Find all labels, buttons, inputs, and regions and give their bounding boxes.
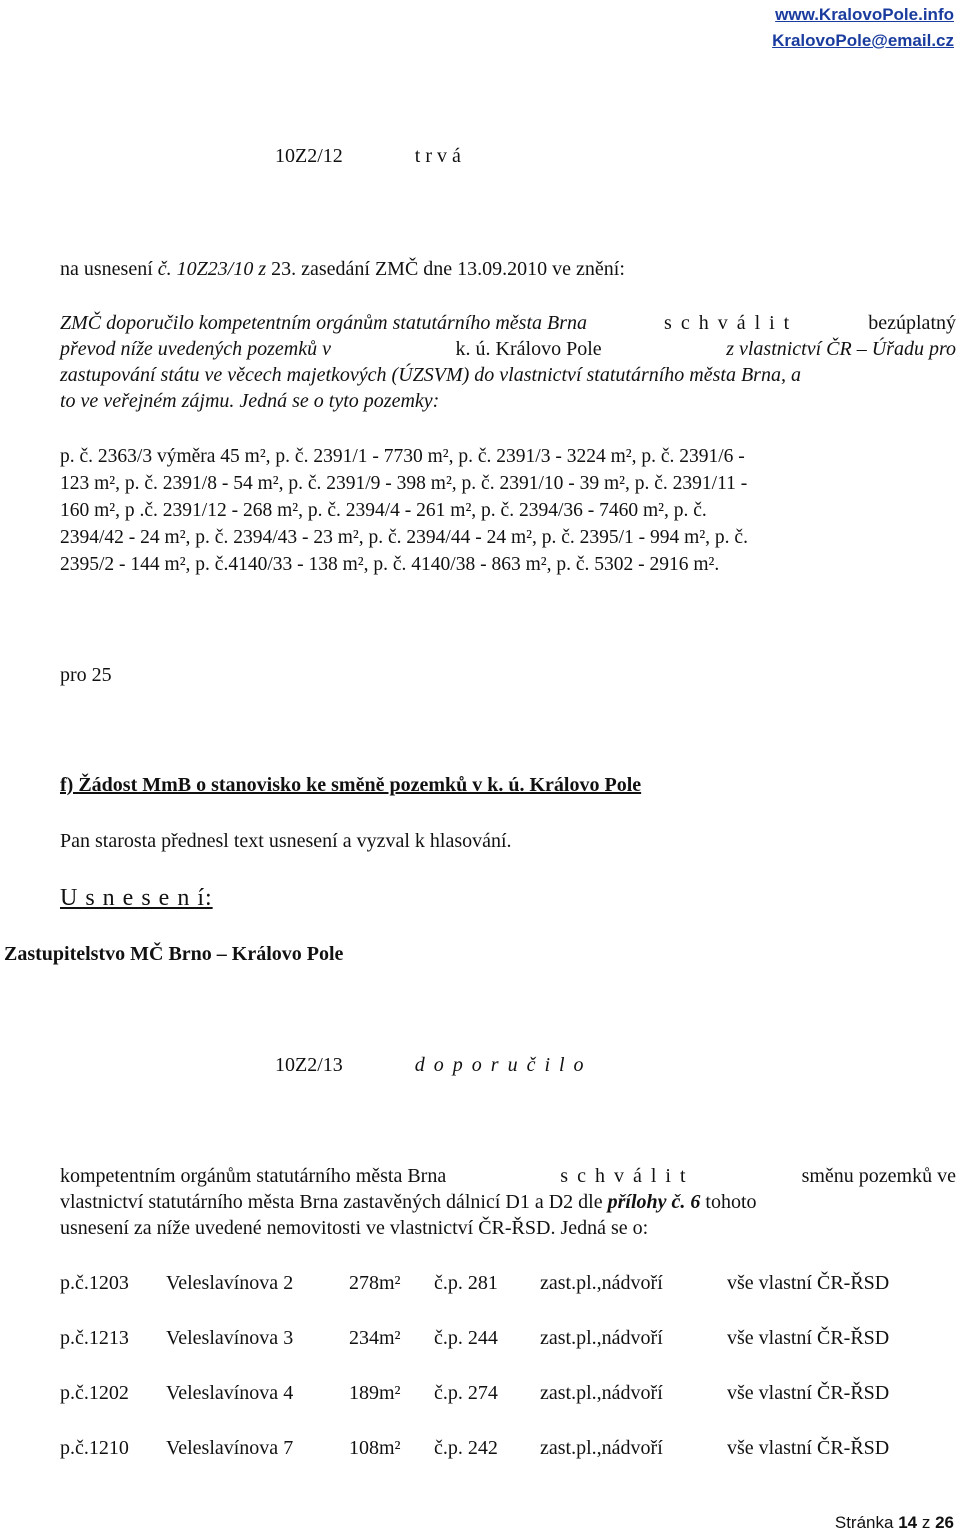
body1-l1a: ZMČ doporučilo kompetentním orgánům statutárního města Brna (60, 312, 588, 334)
section-f-heading: f) Žádost MmB o stanovisko ke směně pozemků v k. ú. Královo Pole (60, 774, 642, 796)
resolution-heading: U s n e s e n í: (60, 885, 213, 911)
page-header (772, 2, 954, 54)
owner: vše vlastní ČR-ŘSD (727, 1382, 890, 1404)
parcel-number: p.č.1202 (60, 1382, 129, 1404)
area: 108m² (349, 1437, 401, 1459)
body2-l3: usnesení za níže uvedené nemovitosti ve vlastnictví ČR-ŘSD. Jedná se o: (60, 1217, 649, 1239)
house-number: č.p. 274 (434, 1382, 498, 1404)
section-f-text: Pan starosta přednesl text usnesení a vyzval k hlasování. (60, 830, 512, 852)
recommendation-paragraph (60, 310, 956, 414)
website-link[interactable]: www.KralovoPole.info (775, 5, 954, 24)
house-number: č.p. 281 (434, 1272, 498, 1294)
page-of: z (921, 1513, 931, 1532)
body1-l2b: k. ú. Královo Pole (455, 338, 602, 360)
body1-approve: s c h v á l i t (664, 312, 792, 334)
street-address: Veleslavínova 7 (166, 1437, 294, 1459)
vote-result: pro 25 (60, 664, 112, 686)
parcel-line: 2394/42 - 24 m², p. č. 2394/43 - 23 m², p. č. 2394/44 - 24 m², p. č. 2395/1 - 994 m², p. č. (60, 527, 748, 548)
body2-l2a: vlastnictví statutárního města Brna zastavěných dálnicí D1 a D2 dle (60, 1191, 608, 1213)
body1-l2c: z vlastnictví ČR – Úřadu pro (726, 338, 956, 360)
land-type: zast.pl.,nádvoří (540, 1327, 663, 1349)
page-number: 14 (898, 1513, 918, 1532)
email-link[interactable]: KralovoPole@email.cz (772, 31, 954, 50)
body1-l4: to ve veřejném zájmu. Jedná se o tyto pozemky: (60, 390, 440, 412)
resolution-code: 10Z2/13 (275, 1054, 343, 1076)
street-address: Veleslavínova 4 (166, 1382, 294, 1404)
body2-approve: s c h v á l i t (560, 1165, 688, 1187)
exchange-paragraph (60, 1163, 956, 1241)
parcel-line: 2395/2 - 144 m², p. č.4140/33 - 138 m², p. č. 4140/38 - 863 m², p. č. 5302 - 2916 m². (60, 554, 720, 575)
resolution-code: 10Z2/12 (275, 145, 343, 167)
house-number: č.p. 244 (434, 1327, 498, 1349)
land-type: zast.pl.,nádvoří (540, 1382, 663, 1404)
intro-line (60, 258, 625, 281)
body1-l1c: bezúplatný (868, 312, 956, 334)
street-address: Veleslavínova 3 (166, 1327, 294, 1349)
owner: vše vlastní ČR-ŘSD (727, 1437, 890, 1459)
council-name: Zastupitelstvo MČ Brno – Královo Pole (4, 943, 344, 965)
body2-l1a: kompetentním orgánům statutárního města Brna (60, 1165, 447, 1187)
parcel-line: p. č. 2363/3 výměra 45 m², p. č. 2391/1 - 7730 m², p. č. 2391/3 - 3224 m², p. č. 2391/6 - (60, 446, 745, 467)
owner: vše vlastní ČR-ŘSD (727, 1272, 890, 1294)
resolution-13 (275, 1054, 586, 1077)
resolution-verb: t r v á (414, 145, 461, 167)
parcel-line: 160 m², p .č. 2391/12 - 268 m², p. č. 2394/4 - 261 m², p. č. 2394/36 - 7460 m², p. č. (60, 500, 707, 521)
owner: vše vlastní ČR-ŘSD (727, 1327, 890, 1349)
area: 189m² (349, 1382, 401, 1404)
resolution-verb: d o p o r u č i l o (414, 1054, 586, 1076)
house-number: č.p. 242 (434, 1437, 498, 1459)
intro-text-a: na usnesení (60, 258, 158, 280)
page-footer (835, 1513, 954, 1533)
area: 278m² (349, 1272, 401, 1294)
page-label: Stránka (834, 1513, 894, 1532)
intro-ref: č. 10Z23/10 z (157, 258, 267, 280)
resolution-12 (275, 145, 461, 168)
land-type: zast.pl.,nádvoří (540, 1272, 663, 1294)
intro-text-c: 23. zasedání ZMČ dne 13.09.2010 ve znění: (266, 258, 625, 280)
street-address: Veleslavínova 2 (166, 1272, 294, 1294)
parcel-list (60, 443, 956, 578)
land-type: zast.pl.,nádvoří (540, 1437, 663, 1459)
page-total: 26 (935, 1513, 954, 1532)
parcel-number: p.č.1203 (60, 1272, 129, 1294)
parcel-line: 123 m², p. č. 2391/8 - 54 m², p. č. 2391/9 - 398 m², p. č. 2391/10 - 39 m², p. č. 2391/11 - (60, 473, 748, 494)
body1-l2a: převod níže uvedených pozemků v (60, 338, 331, 360)
parcel-number: p.č.1213 (60, 1327, 129, 1349)
area: 234m² (349, 1327, 401, 1349)
annex-reference: přílohy č. 6 (607, 1191, 701, 1213)
body1-l3: zastupování státu ve věcech majetkových (ÚZSVM) do vlastnictví statutárního města Brna, a (60, 364, 801, 386)
body2-l1c: směnu pozemků ve (801, 1165, 956, 1187)
parcel-number: p.č.1210 (60, 1437, 129, 1459)
body2-l2c: tohoto (700, 1191, 757, 1213)
